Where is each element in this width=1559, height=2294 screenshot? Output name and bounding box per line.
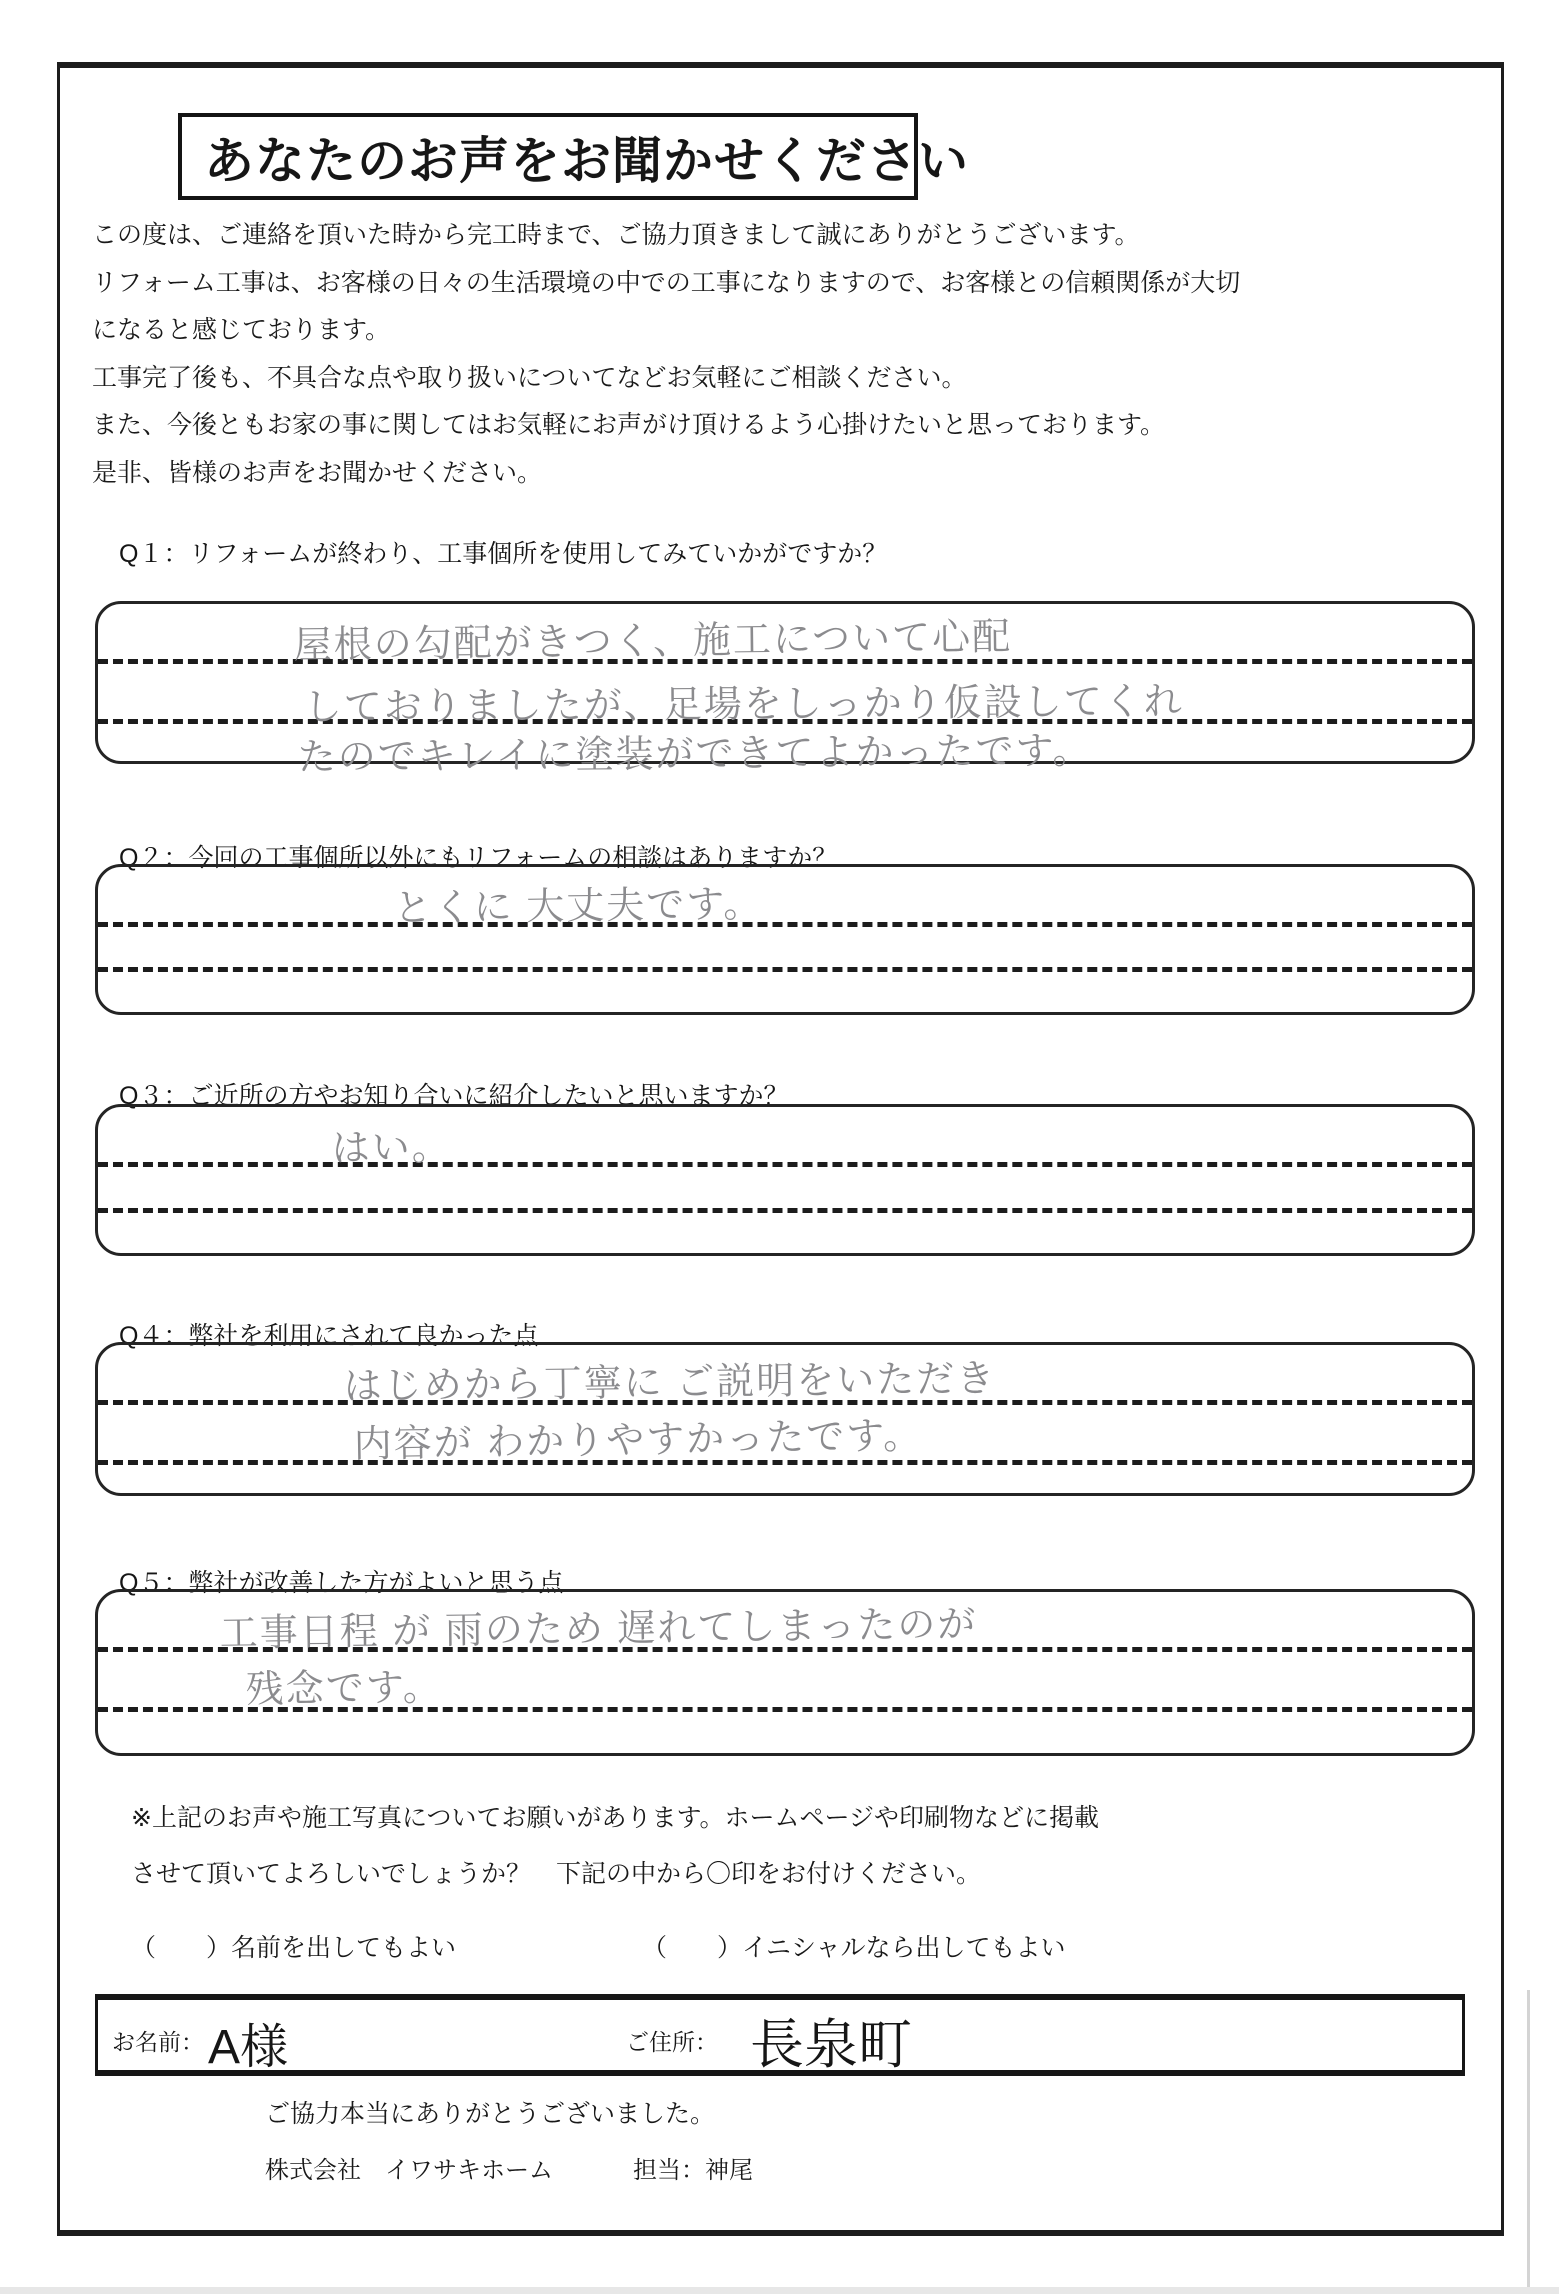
question-2-answer-box	[95, 864, 1475, 1015]
intro-line: 是非、皆様のお声をお聞かせください。	[92, 458, 543, 487]
handwritten-answer: 残念です。	[245, 1666, 443, 1712]
handwritten-answer: とくに 大丈夫です。	[393, 883, 764, 931]
question-1-label: Q１：リフォームが終わり、工事個所を使用してみていかがですか？	[119, 540, 888, 568]
answer-line-rule	[98, 1213, 1472, 1254]
intro-line: 工事完了後も、不具合な点や取り扱いについてなどお気軽にご相談ください。	[92, 363, 967, 392]
contact-person: 担当：神尾	[633, 2157, 753, 2184]
answer-line-rule	[98, 604, 1472, 668]
address-field-value: 長泉町	[750, 2015, 912, 2075]
question-3-label: Q３：ご近所の方やお知り合いに紹介したいと思いますか？	[119, 1082, 789, 1110]
answer-line-rule	[98, 972, 1472, 1012]
handwritten-answer: 内容が わかりやすかったです。	[353, 1415, 924, 1467]
answer-line-rule	[98, 664, 1472, 730]
question-2-label: Q２：今回の工事個所以外にもリフォームの相談はありますか？	[119, 844, 838, 872]
publish-note-line: ※上記のお声や施工写真についてお願いがあります。ホームページや印刷物などに掲載	[131, 1804, 1099, 1832]
publish-request-note	[131, 1790, 1099, 1902]
handwritten-answer: 屋根の勾配がきつく、施工について心配	[293, 616, 1013, 668]
question-5-answer-box	[95, 1589, 1475, 1756]
handwritten-answer: はい。	[331, 1126, 452, 1171]
form-title: あなたのお声をお聞かせください	[204, 130, 969, 190]
answer-line-rule	[98, 724, 1472, 779]
answer-line-rule	[98, 927, 1472, 972]
answer-line-rule	[98, 1592, 1472, 1656]
handwritten-answer: はじめから丁寧に ご説明をいただき	[343, 1358, 997, 1409]
signature-box	[95, 1994, 1465, 2076]
answer-line-rule	[98, 1712, 1472, 1753]
intro-paragraph	[92, 212, 1240, 497]
intro-line: この度は、ご連絡を頂いた時から完工時まで、ご協力頂きまして誠にありがとうございます。	[92, 221, 1140, 249]
name-field-label: お名前：	[112, 2029, 204, 2055]
intro-line: になると感じております。	[92, 316, 391, 344]
company-name: 株式会社 イワサキホーム	[265, 2157, 553, 2184]
answer-line-rule	[98, 1107, 1472, 1171]
answer-line-rule	[98, 1652, 1472, 1712]
thanks-message: ご協力本当にありがとうございました。	[265, 2100, 716, 2128]
publish-note-line: させて頂いてよろしいでしょうか？ 下記の中から〇印をお付けください。	[131, 1860, 982, 1888]
question-4-label: Q４：弊社を利用にされて良かった点	[119, 1322, 539, 1350]
answer-line-rule	[98, 867, 1472, 931]
answer-line-rule	[98, 1465, 1472, 1493]
scan-artifact-line	[1527, 1990, 1530, 2290]
handwritten-answer: 工事日程 が 雨のため 遅れてしまったのが	[219, 1603, 978, 1656]
question-1-answer-box	[95, 601, 1475, 780]
intro-line: リフォーム工事は、お客様の日々の生活環境の中での工事になりますので、お客様との信頼関係が大切	[92, 268, 1241, 297]
handwritten-answer: たのでキレイに塗装ができてよかったです。	[297, 730, 1093, 780]
handwritten-answer: しておりましたが、足場をしっかり仮設してくれ	[303, 680, 1184, 730]
answer-line-rule	[98, 1345, 1472, 1409]
answer-line-rule	[98, 1167, 1472, 1213]
form-title-box	[178, 113, 969, 200]
intro-line: また、今後ともお家の事に関してはお気軽にお声がけ頂けるよう心掛けたいと思っております。	[92, 411, 1166, 439]
name-field-value: A様	[208, 2021, 289, 2074]
answer-line-rule	[98, 1405, 1472, 1465]
company-footer	[265, 2150, 753, 2185]
publish-option-name: （ ）名前を出してもよい	[131, 1934, 457, 1962]
address-field-label: ご住所：	[626, 2029, 718, 2055]
scan-edge-shadow	[0, 2287, 1559, 2294]
publish-option-initial: （ ）イニシャルなら出してもよい	[642, 1934, 1066, 1962]
question-3-answer-box	[95, 1104, 1475, 1256]
question-5-label: Q５：弊社が改善した方がよいと思う点	[119, 1569, 564, 1597]
question-4-answer-box	[95, 1342, 1475, 1496]
